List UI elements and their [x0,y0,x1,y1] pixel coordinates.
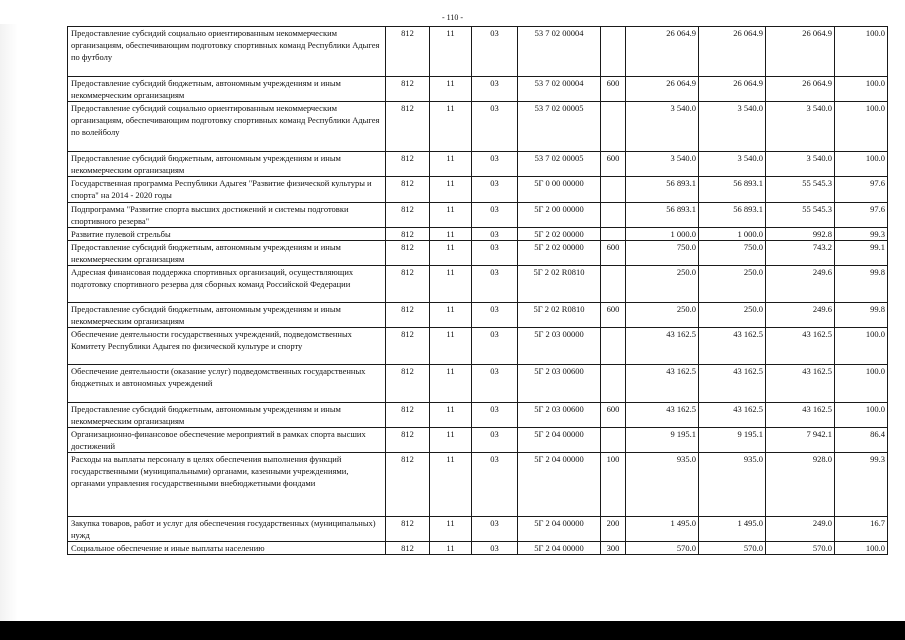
refined-amount-cell: 250.0 [699,303,766,328]
section-code-cell: 11 [430,241,472,266]
ministry-code-cell: 812 [386,542,430,555]
budget-table [67,26,888,555]
subsection-code-cell: 03 [472,203,518,228]
refined-amount-cell: 26 064.9 [699,77,766,102]
approved-amount-cell: 250.0 [626,266,699,303]
ministry-code-cell: 812 [386,403,430,428]
target-article-cell: 5Г 2 02 00000 [518,228,601,241]
target-article-cell: 5Г 0 00 00000 [518,177,601,203]
expense-type-cell [601,27,626,77]
approved-amount-cell: 43 162.5 [626,403,699,428]
target-article-cell: 5Г 2 04 00000 [518,542,601,555]
execution-percent-cell: 100.0 [835,102,888,152]
row-name-cell: Государственная программа Республики Адыгея "Развитие физической культуры и спорта" на 2014 - 2020 годы [68,177,386,203]
expense-type-cell [601,365,626,403]
approved-amount-cell: 250.0 [626,303,699,328]
target-article-cell: 5Г 2 04 00000 [518,517,601,542]
table-row [68,303,888,328]
target-article-cell: 53 7 02 00005 [518,152,601,177]
row-name-cell: Предоставление субсидий социально ориентированным некоммерческим организациям, обеспечивающим подготовку спортивных команд Республики Адыгея по волейболу [68,102,386,152]
target-article-cell: 5Г 2 04 00000 [518,428,601,453]
subsection-code-cell: 03 [472,303,518,328]
execution-percent-cell: 99.8 [835,266,888,303]
subsection-code-cell: 03 [472,177,518,203]
row-name-cell: Предоставление субсидий бюджетным, автономным учреждениям и иным некоммерческим организациям [68,152,386,177]
subsection-code-cell: 03 [472,403,518,428]
execution-percent-cell: 99.8 [835,303,888,328]
refined-amount-cell: 9 195.1 [699,428,766,453]
expense-type-cell [601,428,626,453]
execution-percent-cell: 100.0 [835,542,888,555]
expense-type-cell: 600 [601,303,626,328]
table-row [68,403,888,428]
subsection-code-cell: 03 [472,77,518,102]
row-name-cell: Предоставление субсидий бюджетным, автономным учреждениям и иным некоммерческим организациям [68,303,386,328]
executed-amount-cell: 55 545.3 [766,203,835,228]
subsection-code-cell: 03 [472,228,518,241]
approved-amount-cell: 43 162.5 [626,365,699,403]
execution-percent-cell: 100.0 [835,152,888,177]
table-row [68,177,888,203]
page-number: - 110 - [441,13,464,22]
row-name-cell: Адресная финансовая поддержка спортивных организаций, осуществляющих подготовку спортивного резерва для сборных команд Российской Федерации [68,266,386,303]
section-code-cell: 11 [430,152,472,177]
expense-type-cell [601,177,626,203]
ministry-code-cell: 812 [386,266,430,303]
executed-amount-cell: 249.6 [766,266,835,303]
subsection-code-cell: 03 [472,241,518,266]
table-row [68,328,888,365]
ministry-code-cell: 812 [386,228,430,241]
executed-amount-cell: 743.2 [766,241,835,266]
section-code-cell: 11 [430,77,472,102]
execution-percent-cell: 100.0 [835,77,888,102]
ministry-code-cell: 812 [386,241,430,266]
row-name-cell: Предоставление субсидий бюджетным, автономным учреждениям и иным некоммерческим организациям [68,77,386,102]
approved-amount-cell: 26 064.9 [626,27,699,77]
expense-type-cell: 300 [601,542,626,555]
expense-type-cell: 600 [601,403,626,428]
row-name-cell: Обеспечение деятельности государственных учреждений, подведомственных Комитету Республики Адыгея по физической культуре и спорту [68,328,386,365]
refined-amount-cell: 56 893.1 [699,177,766,203]
table-row [68,428,888,453]
approved-amount-cell: 56 893.1 [626,203,699,228]
target-article-cell: 53 7 02 00004 [518,27,601,77]
table-row [68,152,888,177]
table-row [68,77,888,102]
target-article-cell: 5Г 2 02 R0810 [518,303,601,328]
target-article-cell: 5Г 2 02 R0810 [518,266,601,303]
ministry-code-cell: 812 [386,27,430,77]
execution-percent-cell: 100.0 [835,27,888,77]
subsection-code-cell: 03 [472,266,518,303]
refined-amount-cell: 570.0 [699,542,766,555]
refined-amount-cell: 43 162.5 [699,403,766,428]
expense-type-cell: 600 [601,77,626,102]
subsection-code-cell: 03 [472,542,518,555]
target-article-cell: 5Г 2 04 00000 [518,453,601,517]
refined-amount-cell: 43 162.5 [699,365,766,403]
row-name-cell: Обеспечение деятельности (оказание услуг) подведомственных государственных бюджетных и автономных учреждений [68,365,386,403]
refined-amount-cell: 56 893.1 [699,203,766,228]
ministry-code-cell: 812 [386,102,430,152]
expense-type-cell [601,203,626,228]
approved-amount-cell: 9 195.1 [626,428,699,453]
executed-amount-cell: 249.6 [766,303,835,328]
executed-amount-cell: 928.0 [766,453,835,517]
refined-amount-cell: 26 064.9 [699,27,766,77]
execution-percent-cell: 99.1 [835,241,888,266]
section-code-cell: 11 [430,102,472,152]
approved-amount-cell: 1 000.0 [626,228,699,241]
section-code-cell: 11 [430,303,472,328]
target-article-cell: 53 7 02 00004 [518,77,601,102]
scan-bottom-edge [0,621,905,640]
executed-amount-cell: 992.8 [766,228,835,241]
table-row [68,542,888,555]
row-name-cell: Предоставление субсидий социально ориентированным некоммерческим организациям, обеспечивающим подготовку спортивных команд Республики Адыгея по футболу [68,27,386,77]
executed-amount-cell: 249.0 [766,517,835,542]
subsection-code-cell: 03 [472,328,518,365]
refined-amount-cell: 1 495.0 [699,517,766,542]
row-name-cell: Закупка товаров, работ и услуг для обеспечения государственных (муниципальных) нужд [68,517,386,542]
ministry-code-cell: 812 [386,453,430,517]
table-row [68,27,888,77]
target-article-cell: 5Г 2 03 00600 [518,403,601,428]
ministry-code-cell: 812 [386,365,430,403]
table-row [68,266,888,303]
executed-amount-cell: 3 540.0 [766,152,835,177]
section-code-cell: 11 [430,328,472,365]
table-row [68,102,888,152]
table-row [68,228,888,241]
executed-amount-cell: 43 162.5 [766,328,835,365]
expense-type-cell: 200 [601,517,626,542]
execution-percent-cell: 97.6 [835,203,888,228]
approved-amount-cell: 570.0 [626,542,699,555]
approved-amount-cell: 26 064.9 [626,77,699,102]
ministry-code-cell: 812 [386,177,430,203]
expense-type-cell [601,102,626,152]
section-code-cell: 11 [430,542,472,555]
table-row [68,241,888,266]
expense-type-cell [601,328,626,365]
executed-amount-cell: 26 064.9 [766,27,835,77]
ministry-code-cell: 812 [386,328,430,365]
row-name-cell: Предоставление субсидий бюджетным, автономным учреждениям и иным некоммерческим организациям [68,241,386,266]
expense-type-cell [601,228,626,241]
executed-amount-cell: 55 545.3 [766,177,835,203]
subsection-code-cell: 03 [472,453,518,517]
ministry-code-cell: 812 [386,303,430,328]
expense-type-cell: 600 [601,241,626,266]
approved-amount-cell: 935.0 [626,453,699,517]
target-article-cell: 5Г 2 02 00000 [518,241,601,266]
target-article-cell: 5Г 2 00 00000 [518,203,601,228]
row-name-cell: Организационно-финансовое обеспечение мероприятий в рамках спорта высших достижений [68,428,386,453]
refined-amount-cell: 3 540.0 [699,102,766,152]
expense-type-cell: 600 [601,152,626,177]
scan-edge-shadow [0,24,18,624]
subsection-code-cell: 03 [472,27,518,77]
execution-percent-cell: 99.3 [835,228,888,241]
refined-amount-cell: 3 540.0 [699,152,766,177]
approved-amount-cell: 3 540.0 [626,102,699,152]
row-name-cell: Развитие пулевой стрельбы [68,228,386,241]
ministry-code-cell: 812 [386,152,430,177]
refined-amount-cell: 250.0 [699,266,766,303]
executed-amount-cell: 7 942.1 [766,428,835,453]
execution-percent-cell: 16.7 [835,517,888,542]
execution-percent-cell: 86.4 [835,428,888,453]
subsection-code-cell: 03 [472,517,518,542]
executed-amount-cell: 43 162.5 [766,403,835,428]
table-row [68,365,888,403]
section-code-cell: 11 [430,266,472,303]
execution-percent-cell: 97.6 [835,177,888,203]
approved-amount-cell: 3 540.0 [626,152,699,177]
refined-amount-cell: 935.0 [699,453,766,517]
refined-amount-cell: 43 162.5 [699,328,766,365]
row-name-cell: Социальное обеспечение и иные выплаты населению [68,542,386,555]
section-code-cell: 11 [430,517,472,542]
target-article-cell: 5Г 2 03 00600 [518,365,601,403]
section-code-cell: 11 [430,428,472,453]
target-article-cell: 5Г 2 03 00000 [518,328,601,365]
approved-amount-cell: 1 495.0 [626,517,699,542]
approved-amount-cell: 750.0 [626,241,699,266]
section-code-cell: 11 [430,453,472,517]
refined-amount-cell: 750.0 [699,241,766,266]
row-name-cell: Расходы на выплаты персоналу в целях обеспечения выполнения функций государственными (муниципальными) органами, казенными учреждениями, органами управления государственными внебюджетными фондами [68,453,386,517]
subsection-code-cell: 03 [472,152,518,177]
execution-percent-cell: 100.0 [835,365,888,403]
expense-type-cell [601,266,626,303]
section-code-cell: 11 [430,403,472,428]
refined-amount-cell: 1 000.0 [699,228,766,241]
approved-amount-cell: 43 162.5 [626,328,699,365]
table-row [68,203,888,228]
table-row [68,517,888,542]
table-row [68,453,888,517]
section-code-cell: 11 [430,203,472,228]
subsection-code-cell: 03 [472,365,518,403]
execution-percent-cell: 100.0 [835,403,888,428]
ministry-code-cell: 812 [386,203,430,228]
section-code-cell: 11 [430,365,472,403]
approved-amount-cell: 56 893.1 [626,177,699,203]
execution-percent-cell: 99.3 [835,453,888,517]
section-code-cell: 11 [430,27,472,77]
subsection-code-cell: 03 [472,428,518,453]
execution-percent-cell: 100.0 [835,328,888,365]
expense-type-cell: 100 [601,453,626,517]
ministry-code-cell: 812 [386,77,430,102]
executed-amount-cell: 570.0 [766,542,835,555]
row-name-cell: Предоставление субсидий бюджетным, автономным учреждениям и иным некоммерческим организациям [68,403,386,428]
ministry-code-cell: 812 [386,428,430,453]
subsection-code-cell: 03 [472,102,518,152]
executed-amount-cell: 43 162.5 [766,365,835,403]
section-code-cell: 11 [430,177,472,203]
executed-amount-cell: 3 540.0 [766,102,835,152]
executed-amount-cell: 26 064.9 [766,77,835,102]
ministry-code-cell: 812 [386,517,430,542]
row-name-cell: Подпрограмма "Развитие спорта высших достижений и системы подготовки спортивного резерва" [68,203,386,228]
section-code-cell: 11 [430,228,472,241]
target-article-cell: 53 7 02 00005 [518,102,601,152]
